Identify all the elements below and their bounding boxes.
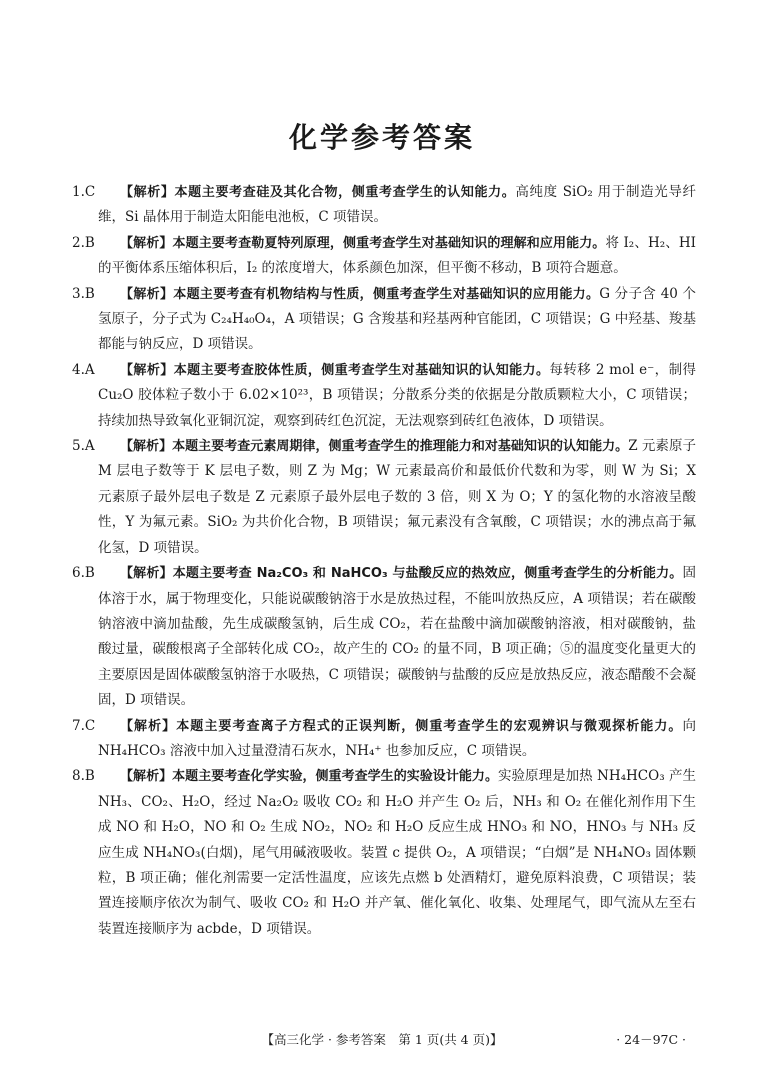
analysis-focus: 本题主要考查 Na₂CO₃ 和 NaHCO₃ 与盐酸反应的热效应，侧重考查学生的分析能力。: [172, 566, 683, 582]
page-footer: [0, 1030, 764, 1050]
analysis-tag: 【解析】: [120, 185, 175, 200]
answer-index: 5.: [72, 438, 85, 455]
answer-choice: A: [84, 361, 95, 378]
analysis-text: 高纯度 SiO₂ 用于制造光导纤维，Si 晶体用于制造太阳能电池板，C 项错误。: [98, 184, 696, 226]
analysis-text: Z 元素原子 M 层电子数等于 K 层电子数，则 Z 为 Mg；W 元素最高价和最低价代数和为零，则 W 为 Si；X 元素原子最外层电子数是 Z 元素原子最外层电子数的 3 倍，则 X 为 O；Y 的氢化物的水溶液呈酸性，Y 为氟元素。SiO₂ 为共价化合物，B 项错误；氟元素没有含氧酸，C 项错误；水的沸点高于氟化氢，D 项错误。: [98, 438, 696, 556]
answer-choice: B: [84, 285, 95, 302]
answer-index: 1.: [72, 184, 85, 200]
answer-choice: B: [84, 768, 95, 785]
answer-item: [72, 231, 696, 282]
answer-number: [72, 434, 95, 459]
footer-code: · 24－97C ·: [616, 1032, 686, 1047]
analysis-focus: 本题主要考查勒夏特列原理，侧重考查学生对基础知识的理解和应用能力。: [172, 235, 606, 251]
analysis-tag: 【解析】: [120, 769, 173, 785]
answer-content: [98, 235, 696, 276]
answer-content: [98, 184, 696, 225]
analysis-text: 向 NH₄HCO₃ 溶液中加入过量澄清石灰水，NH₄⁺ 也参加反应，C 项错误。: [98, 717, 696, 759]
answer-content: [98, 768, 696, 936]
answer-number: [72, 764, 95, 789]
answer-content: [98, 718, 696, 759]
answer-content: [98, 565, 696, 708]
analysis-text: 实验原理是加热 NH₄HCO₃ 产生 NH₃、CO₂、H₂O，经过 Na₂O₂ 吸收 CO₂ 和 H₂O 并产生 O₂ 后，NH₃ 和 O₂ 在催化剂作用下生成 NO 和 H₂O，NO 和 O₂ 生成 NO₂，NO₂ 和 H₂O 反应生成 HNO₃ 和 NO，HNO₃ 与 NH₃ 反应生成 NH₄NO₃(白烟)，尾气用碱液吸收。装置 c 提供 O₂，A 项错误；“白烟”是 NH₄NO₃ 固体颗粒，B 项正确；催化剂需要一定活性温度，应该先点燃 b 处酒精灯，避免原料浪费，C 项错误；装置连接顺序依次为制气、吸收 CO₂ 和 H₂O 并产氧、催化氧化、收集、处理尾气，即气流从左至右装置连接顺序为 acbde，D 项错误。: [98, 768, 696, 937]
answer-item: [72, 434, 696, 561]
answer-item: [72, 714, 696, 765]
analysis-focus: 本题主要考查元素周期律，侧重考查学生的推理能力和对基础知识的认知能力。: [172, 439, 629, 455]
answer-number: [72, 231, 95, 256]
answer-item: [72, 180, 696, 231]
answer-choice: A: [84, 438, 95, 455]
answer-index: 2.: [72, 234, 85, 251]
answer-index: 3.: [72, 285, 85, 302]
footer-page-info: 【高三化学 · 参考答案 第 1 页(共 4 页)】: [261, 1032, 503, 1047]
answer-item: [72, 561, 696, 713]
analysis-tag: 【解析】: [120, 362, 174, 378]
answer-index: 7.: [72, 717, 85, 734]
analysis-focus: 本题主要考查离子方程式的正误判断，侧重考查学生的宏观辨识与微观探析能力。: [176, 718, 683, 734]
analysis-tag: 【解析】: [120, 439, 173, 455]
answer-content: [98, 286, 696, 353]
analysis-focus: 本题主要考查硅及其化合物，侧重考查学生的认知能力。: [174, 185, 516, 200]
answer-index: 6.: [72, 565, 85, 582]
answer-choice: C: [84, 184, 96, 200]
answer-number: [72, 561, 95, 586]
answer-list: [72, 180, 696, 942]
analysis-focus: 本题主要考查胶体性质，侧重考查学生对基础知识的认知能力。: [173, 362, 550, 378]
analysis-tag: 【解析】: [120, 566, 173, 582]
answer-index: 8.: [72, 768, 85, 785]
analysis-tag: 【解析】: [120, 286, 174, 302]
answer-number: [72, 714, 95, 739]
analysis-tag: 【解析】: [120, 235, 173, 251]
analysis-text: G 分子含 40 个氢原子，分子式为 C₂₄H₄₀O₄，A 项错误；G 含羧基和羟基两种官能团，C 项错误；G 中羟基、羧基都能与钠反应，D 项错误。: [98, 285, 696, 353]
page-title: 化学参考答案: [288, 121, 475, 154]
analysis-text: 固体溶于水，属于物理变化，只能说碳酸钠溶于水是放热过程，不能叫放热反应，A 项错误；若在碳酸钠溶液中滴加盐酸，先生成碳酸氢钠，后生成 CO₂，若在盐酸中滴加碳酸钠溶液，相对碳酸钠，盐酸过量，碳酸根离子全部转化成 CO₂，故产生的 CO₂ 的量不同，B 项正确；⑤的温度变化量更大的主要原因是固体碳酸氢钠溶于水吸热，C 项错误；碳酸钠与盐酸的反应是放热反应，液态醋酸不会凝固，D 项错误。: [98, 565, 696, 709]
answer-item: [72, 282, 696, 358]
answer-choice: B: [84, 234, 95, 251]
answer-index: 4.: [72, 361, 85, 378]
answer-item: [72, 764, 696, 942]
analysis-tag: 【解析】: [120, 718, 177, 734]
analysis-focus: 本题主要考查有机物结构与性质，侧重考查学生对基础知识的应用能力。: [173, 286, 600, 302]
answer-content: [98, 362, 696, 429]
answer-number: [72, 358, 95, 383]
answer-choice: C: [84, 717, 96, 734]
answer-number: [72, 282, 95, 307]
analysis-text: 将 I₂、H₂、HI 的平衡体系压缩体积后，I₂ 的浓度增大，体系颜色加深，但平衡不移动，B 项符合题意。: [98, 234, 696, 277]
answer-number: [72, 180, 95, 205]
answer-item: [72, 358, 696, 434]
analysis-text: 每转移 2 mol e⁻，制得 Cu₂O 胶体粒子数小于 6.02×10²³，B 项错误；分散系分类的依据是分散质颗粒大小，C 项错误；持续加热导致氧化亚铜沉淀，观察到砖红色沉淀，无法观察到砖红色液体，D 项错误。: [98, 361, 696, 429]
answer-choice: B: [84, 565, 95, 582]
answer-content: [98, 438, 696, 556]
analysis-focus: 本题主要考查化学实验，侧重考查学生的实验设计能力。: [172, 769, 498, 785]
